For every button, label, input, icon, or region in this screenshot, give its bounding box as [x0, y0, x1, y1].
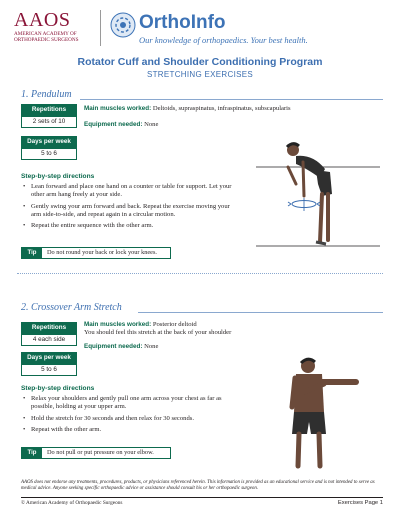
program-subtitle: STRETCHING EXERCISES: [146, 70, 253, 79]
aaos-name-line2: ORTHOPAEDIC SURGEONS: [14, 37, 79, 43]
equipment-label: Equipment needed:: [84, 121, 143, 128]
orthoinfo-logo-icon: [110, 12, 136, 38]
equipment-needed: [84, 121, 158, 129]
muscles-label: Main muscles worked:: [84, 321, 152, 328]
equipment-label: Equipment needed:: [84, 343, 143, 350]
exercise-1-title: 1. Pendulum: [21, 89, 72, 100]
muscles-value: Posterior deltoid: [152, 321, 197, 328]
tip-text: Do not pull or put pressure on your elbow.: [47, 449, 154, 456]
days-label: Days per week: [21, 136, 77, 148]
directions-heading: Step-by-step directions: [21, 173, 95, 180]
equipment-value: None: [144, 121, 159, 128]
direction-step: • Gently swing your arm forward and back. Repeat the exercise moving your arm side-to-side, and repeat again in a circular motion.: [21, 203, 241, 220]
directions-heading: Step-by-step directions: [21, 385, 95, 392]
repetitions-value: 4 each side: [21, 334, 77, 346]
muscles-worked: [84, 321, 197, 329]
exercise-2-rule: [138, 312, 383, 313]
exercise-1-rule: [80, 99, 383, 100]
muscles-value: Deltoids, supraspinatus, infraspinatus, subscapularis: [152, 105, 291, 112]
tip-box: [21, 247, 171, 259]
orthoinfo-name: OrthoInfo: [139, 12, 226, 33]
directions-list: [21, 183, 241, 233]
equipment-value: None: [144, 343, 159, 350]
direction-step: • Lean forward and place one hand on a counter or table for support. Let your other arm hang freely at your side.: [21, 183, 241, 200]
footer-disclaimer: AAOS does not endorse any treatments, procedures, products, or physicians referenced herein. This information is provided as an educational service and is not intended to serve as medical advice. Anyone seeking specific orthopaedic advice or assistance should consult his or her orthopaedic surgeon.: [21, 480, 375, 491]
aaos-name-line1: AMERICAN ACADEMY OF: [14, 31, 77, 37]
equipment-needed: [84, 343, 158, 351]
repetitions-label: Repetitions: [21, 104, 77, 116]
direction-step: • Hold the stretch for 30 seconds and then relax for 30 seconds.: [21, 415, 246, 423]
days-value: 5 to 6: [21, 364, 77, 376]
days-value: 5 to 6: [21, 148, 77, 160]
footer-rule: [21, 497, 383, 498]
direction-step: • Relax your shoulders and gently pull one arm across your chest as far as possible, holding at your upper arm.: [21, 395, 246, 412]
page-number: Exercises Page 1: [337, 500, 383, 506]
tip-text: Do not round your back or lock your knees.: [47, 249, 157, 256]
muscles-worked: [84, 105, 291, 113]
days-label: Days per week: [21, 352, 77, 364]
repetitions-label: Repetitions: [21, 322, 77, 334]
aaos-logo: AAOS: [14, 9, 71, 31]
pendulum-exercise-illustration: [248, 134, 383, 249]
footer-copyright: © American Academy of Orthopaedic Surgeons: [21, 500, 123, 506]
header-divider: [100, 10, 101, 46]
stretch-note: You should feel this stretch at the back of your shoulder: [84, 329, 232, 336]
direction-step: • Repeat with the other arm.: [21, 426, 246, 434]
orthoinfo-tagline: Our knowledge of orthopaedics. Your best health.: [139, 35, 308, 45]
exercise-2-title: 2. Crossover Arm Stretch: [21, 302, 122, 313]
section-divider: [17, 273, 383, 274]
crossover-arm-stretch-illustration: [268, 352, 368, 470]
muscles-label: Main muscles worked:: [84, 105, 152, 112]
program-title: Rotator Cuff and Shoulder Conditioning Program: [77, 56, 323, 68]
direction-step: • Repeat the entire sequence with the other arm.: [21, 222, 241, 230]
directions-list: [21, 395, 246, 437]
repetitions-value: 2 sets of 10: [21, 116, 77, 128]
tip-box: [21, 447, 171, 459]
tip-label: Tip: [22, 248, 42, 258]
tip-label: Tip: [22, 448, 42, 458]
aaos-name: [14, 31, 94, 43]
